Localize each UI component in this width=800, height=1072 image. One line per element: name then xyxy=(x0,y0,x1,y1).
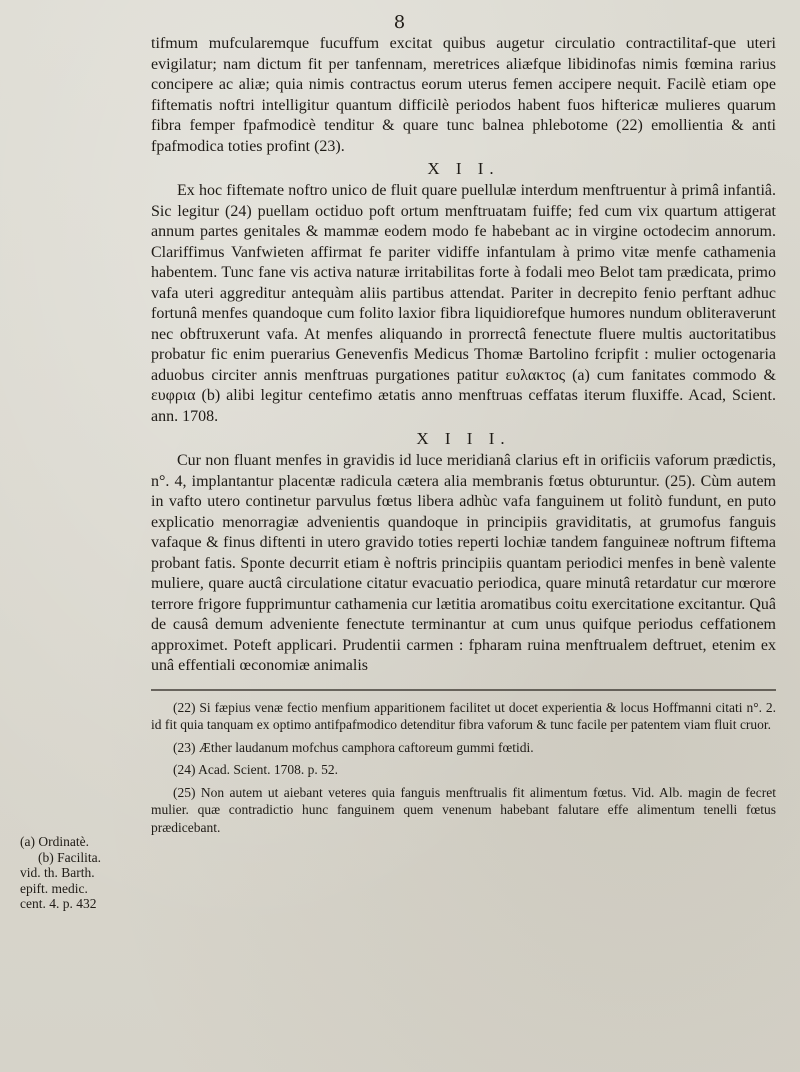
margin-note-ref-2: epift. medic. xyxy=(20,880,88,896)
footnotes xyxy=(151,699,776,837)
footnote-23: (23) Æther laudanum mofchus camphora caftoreum gummi fœtidi. xyxy=(173,739,534,755)
footnote-24: (24) Acad. Scient. 1708. p. 52. xyxy=(173,762,338,777)
paragraph-continuation: tifmum mufcularemque fucuffum excitat quibus augetur circulatio contractilitaf-que uteri evigilatur; nam dictum fit per tanfennam, meretrices aliæfque libidinofas nimis fœmina rarius concipere ac aliæ; quia nimis contractus eorum uterus femen accipere nequit. Facilè etiam ope fiftematis noftri intelligitur quantum difficilè periodos habent fuos hiftericæ mulieres quarum fibra femper fpafmodicè tenditur & quare tunc balnea phlebotome (22) emollientia & anti fpafmodica toties profint (23). xyxy=(151,35,776,155)
margin-note-a: (a) Ordinatè. xyxy=(20,834,89,849)
margin-note-ref-3: cent. 4. p. 432 xyxy=(20,896,97,911)
footnote-22: (22) Si fæpius venæ fectio menfium apparitionem facilitet ut docet experientia & locus Hoffmanni citati n°. 2. id fit quia tanquam ex optimo antifpafmodico detenditur fibra vaforum & tunc facile per patentem viam fluit cruor. xyxy=(151,699,776,732)
page-number: 8 xyxy=(393,12,407,33)
main-text-column xyxy=(151,34,776,841)
margin-notes xyxy=(20,834,135,912)
footnote-divider xyxy=(151,689,776,691)
margin-note-ref-1: vid. th. Barth. xyxy=(20,865,95,880)
section-heading-13: X I I I. xyxy=(416,429,511,448)
footnote-25: (25) Non autem ut aiebant veteres quia fanguis menftrualis fit alimentum fœtus. Vid. Alb. magin de fecret mulier. quæ contradictio hunc fanguinem quem venenum habebant falutare effe alimentum tenelli fœtus prædicebant. xyxy=(151,784,776,835)
margin-note-b: (b) Facilita. xyxy=(38,849,101,865)
section-heading-12: X I I. xyxy=(427,159,500,178)
section-12-text: Ex hoc fiftemate noftro unico de fluit quare puellulæ interdum menftruentur à primâ infantiâ. Sic legitur (24) puellam octiduo poft ortum menftruatam fuiffe; fed cum vix quartum attigerat annum partes genitales & mammæ eodem modo fe habebant ac in virgine octodecim annorum. Clariffimus Vanfwieten affirmat fe pariter vidiffe infantulam à primo vitæ menfe cathamenia habentem. Tunc fane vis activa naturæ irritabilitas forte à fodali meo Belot tam prædicata, primo vafa uteri aggreditur antequàm aliis partibus attendat. Pariter in decrepito fenio perftant adhuc fortunâ menfes quandoque cum folito laxior fibra liquidiorefque humores nundum obliteraverunt nec obftruxerunt vafa. At menfes aliquando in prorrectâ fenectute fluere multis auctoritatibus probatur fic enim puerarius Genevenfis Medicus Thomæ Bartolino fcripfit : mulier octogenaria aduobus circiter annis menftruas purgationes patitur ευλακτος (a) cum fanitates commodo & ευφρια (b) alibi legitur centefimo ætatis anno menftruas ceffatas iterum fluxiffe. Acad, Scient. ann. 1708. xyxy=(151,182,776,425)
section-13-text: Cur non fluant menfes in gravidis id luce meridianâ clarius eft in orificiis vaforum prædictis, n°. 4, implantantur placentæ radicula cætera alia membranis fœtus obturuntur. (25). Cùm autem in vafto utero continetur parvulus fœtus libera adhùc vafa fanguinem ut folitò fundunt, en puto explicatio menorragiæ advenientis quandoque in principiis graviditatis, at grumofus fanguis vafaque & finus diftenti in utero gravido toties reperti lochiæ tandem fanguineæ noftrum fiftema probant fatis. Sponte decurrit etiam è noftris principiis quantam periodici menfes in benè valente muliere, quare auctâ circulatione citatur evacuatio periodica, quare minutâ retardatur cur mœrore terrore frigore fupprimuntur cathamenia cur lætitia aromatibus coitu exercitatione excitantur. Quâ de causâ demum adveniente fenectute terminantur at cum unus quifque periodus ceffationem approximet. Poteft applicari. Prudentii carmen : fpharam ruina menftrualem deftruet, etenim ex unâ effentiali œconomiæ animalis xyxy=(151,452,776,674)
